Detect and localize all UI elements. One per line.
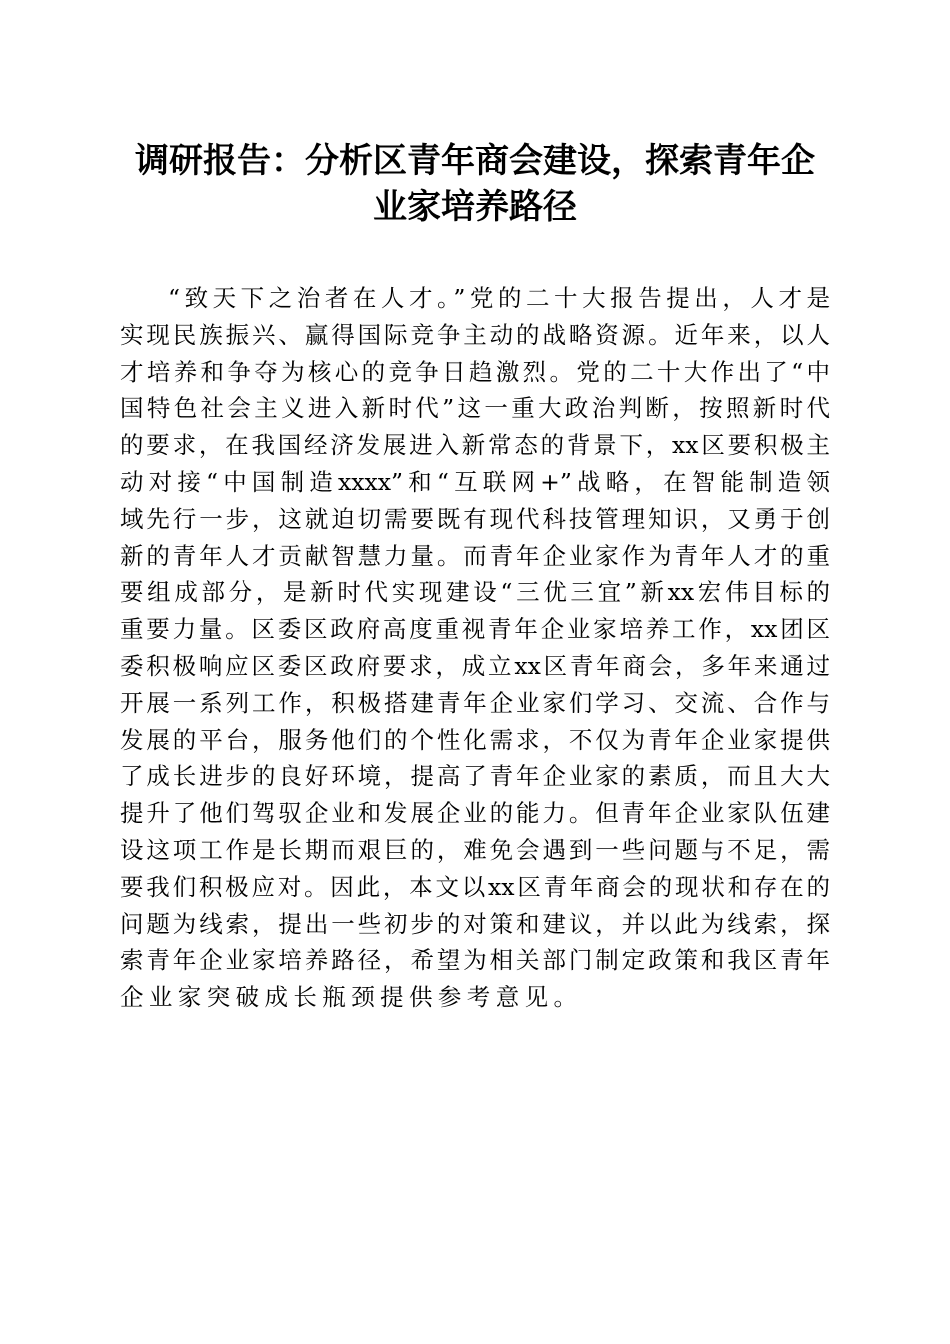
paragraph-line: 企业家突破成长瓶颈提供参考意见。: [120, 983, 583, 1012]
paragraph-line: 设这项工作是长期而艰巨的，难免会遇到一些问题与不足，需: [120, 835, 830, 864]
paragraph-line: 国特色社会主义进入新时代”这一重大政治判断，按照新时代: [120, 394, 830, 423]
paragraph-line: 实现民族振兴、赢得国际竞争主动的战略资源。近年来，以人: [120, 320, 830, 349]
paragraph-line: 要我们积极应对。因此，本文以xx区青年商会的现状和存在的: [120, 872, 830, 901]
paragraph-line: 才培养和争夺为核心的竞争日趋激烈。党的二十大作出了“中: [120, 357, 830, 386]
paragraph-line: 提升了他们驾驭企业和发展企业的能力。但青年企业家队伍建: [120, 799, 830, 828]
document-title: [110, 138, 840, 230]
paragraph-line: 索青年企业家培养路径，希望为相关部门制定政策和我区青年: [120, 946, 830, 975]
paragraph-line: 动对接“中国制造xxxx”和“互联网+”战略，在智能制造领: [120, 467, 830, 496]
paragraph-line: 域先行一步，这就迫切需要既有现代科技管理知识，又勇于创: [120, 504, 830, 533]
paragraph-line: 重要力量。区委区政府高度重视青年企业家培养工作，xx团区: [120, 615, 830, 644]
paragraph-line: “致天下之治者在人才。”党的二十大报告提出，人才是: [168, 284, 830, 312]
paragraph-line: 问题为线索，提出一些初步的对策和建议，并以此为线索，探: [120, 909, 830, 938]
paragraph-line: 要组成部分，是新时代实现建设“三优三宜”新xx宏伟目标的: [120, 578, 830, 607]
paragraph-line: 了成长进步的良好环境，提高了青年企业家的素质，而且大大: [120, 762, 830, 791]
paragraph-line: 开展一系列工作，积极搭建青年企业家们学习、交流、合作与: [120, 688, 830, 717]
title-line: 调研报告：分析区青年商会建设，探索青年企: [135, 141, 815, 181]
paragraph-line: 发展的平台，服务他们的个性化需求，不仅为青年企业家提供: [120, 725, 830, 754]
paragraph-line: 新的青年人才贡献智慧力量。而青年企业家作为青年人才的重: [120, 541, 830, 570]
paragraph-line: 委积极响应区委区政府要求，成立xx区青年商会，多年来通过: [120, 651, 830, 680]
title-line: 业家培养路径: [373, 187, 577, 227]
paragraph-line: 的要求，在我国经济发展进入新常态的背景下，xx区要积极主: [120, 431, 830, 460]
body-paragraph: [120, 280, 830, 1016]
